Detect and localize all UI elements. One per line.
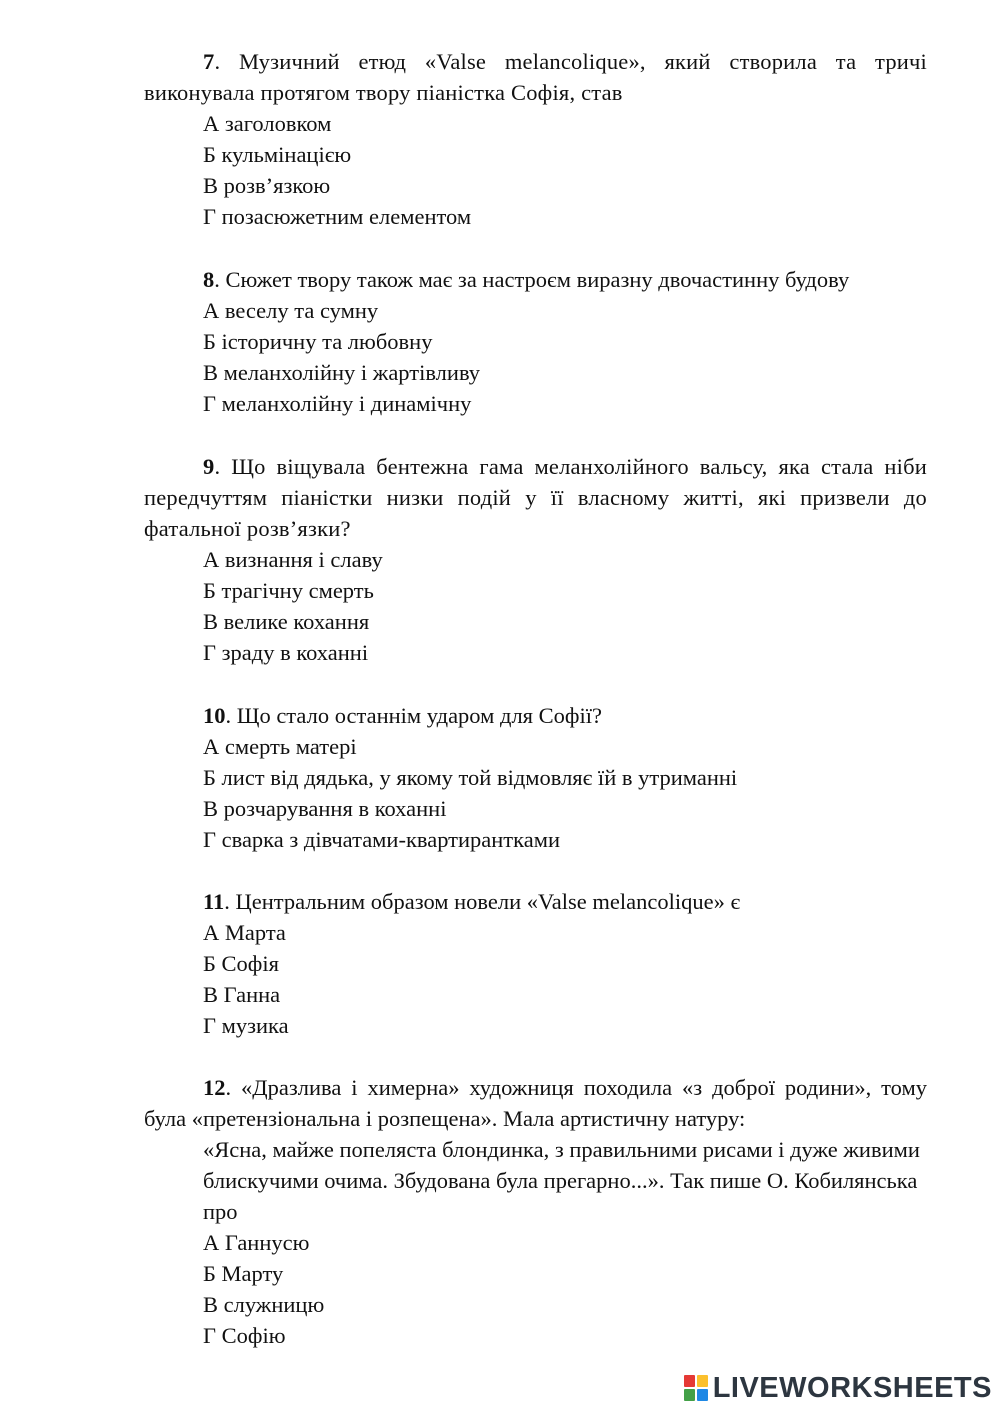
question-10-option-b[interactable]: Б лист від дядька, у якому той відмовляє їй в утриманні <box>203 765 738 790</box>
question-7 <box>144 46 927 232</box>
question-12-number: 12 <box>203 1075 226 1100</box>
question-10 <box>144 700 927 855</box>
question-7-option-a[interactable]: А заголовком <box>203 111 332 136</box>
question-8-number: 8 <box>203 267 215 292</box>
logo-block-yellow <box>697 1375 708 1387</box>
question-12-text <box>144 1072 927 1134</box>
liveworksheets-logo-icon <box>683 1374 709 1402</box>
question-12-body: . «Дразлива і химерна» художниця походила «з доброї родини», тому була «претензіональна і розпещена». Мала артистичну натуру: <box>144 1075 927 1131</box>
question-7-body: . Музичний етюд «Valse melancolique», який створила та тричі виконувала протягом твору піаністка Софія, став <box>144 49 927 105</box>
question-9 <box>144 451 927 668</box>
question-11-option-d[interactable]: Г музика <box>203 1013 289 1038</box>
question-10-text <box>144 700 927 731</box>
question-11 <box>144 886 927 1041</box>
logo-block-blue <box>697 1389 708 1401</box>
question-7-option-b[interactable]: Б кульмінацією <box>203 142 352 167</box>
question-11-option-c[interactable]: В Ганна <box>203 982 281 1007</box>
question-12 <box>144 1072 927 1351</box>
question-9-text <box>144 451 927 544</box>
question-8 <box>144 264 927 419</box>
question-9-option-a[interactable]: А визнання і славу <box>203 547 383 572</box>
question-9-option-b[interactable]: Б трагічну смерть <box>203 578 374 603</box>
question-7-option-d[interactable]: Г позасюжетним елементом <box>203 204 472 229</box>
liveworksheets-wordmark: LIVEWORKSHEETS <box>712 1371 992 1404</box>
liveworksheets-brand[interactable] <box>683 1371 992 1405</box>
question-7-number: 7 <box>203 49 215 74</box>
question-7-text <box>144 46 927 108</box>
question-8-option-a[interactable]: А веселу та сумну <box>203 298 379 323</box>
question-10-option-c[interactable]: В розчарування в коханні <box>203 796 447 821</box>
question-11-number: 11 <box>203 889 225 914</box>
question-12-option-b[interactable]: Б Марту <box>203 1261 284 1286</box>
question-11-text <box>144 886 927 917</box>
question-7-option-c[interactable]: В розв’язкою <box>203 173 331 198</box>
question-10-body: . Що стало останнім ударом для Софії? <box>225 703 602 728</box>
question-9-number: 9 <box>203 454 215 479</box>
question-10-option-a[interactable]: А смерть матері <box>203 734 357 759</box>
logo-block-red <box>684 1375 695 1387</box>
question-8-body: . Сюжет твору також має за настроєм виразну двочастинну будову <box>214 267 850 292</box>
question-9-body: . Що віщувала бентежна гама меланхолійного вальсу, яка стала ніби передчуттям піаністки низки подій у її власному житті, які призвели до фатальної розв’язки? <box>144 454 927 541</box>
question-8-option-d[interactable]: Г меланхолійну і динамічну <box>203 391 472 416</box>
question-12-option-c[interactable]: В служницю <box>203 1292 325 1317</box>
question-10-number: 10 <box>203 703 226 728</box>
question-12-text-continued: «Ясна, майже попеляста блондинка, з правильними рисами і дуже живими блискучими очима. Збудована була прегарно...». Так пише О. Кобилянська про <box>203 1137 920 1224</box>
question-8-option-c[interactable]: В меланхолійну і жартівливу <box>203 360 481 385</box>
question-10-option-d[interactable]: Г сварка з дівчатами-квартирантками <box>203 827 560 852</box>
question-11-body: . Центральним образом новели «Valse melancolique» є <box>224 889 741 914</box>
question-11-option-a[interactable]: А Марта <box>203 920 286 945</box>
logo-block-green <box>684 1389 695 1401</box>
question-8-text <box>144 264 927 295</box>
question-9-option-d[interactable]: Г зраду в коханні <box>203 640 369 665</box>
question-8-option-b[interactable]: Б історичну та любовну <box>203 329 433 354</box>
question-12-option-d[interactable]: Г Софію <box>203 1323 286 1348</box>
question-12-option-a[interactable]: А Ганнусю <box>203 1230 310 1255</box>
question-11-option-b[interactable]: Б Софія <box>203 951 279 976</box>
question-9-option-c[interactable]: В велике кохання <box>203 609 370 634</box>
